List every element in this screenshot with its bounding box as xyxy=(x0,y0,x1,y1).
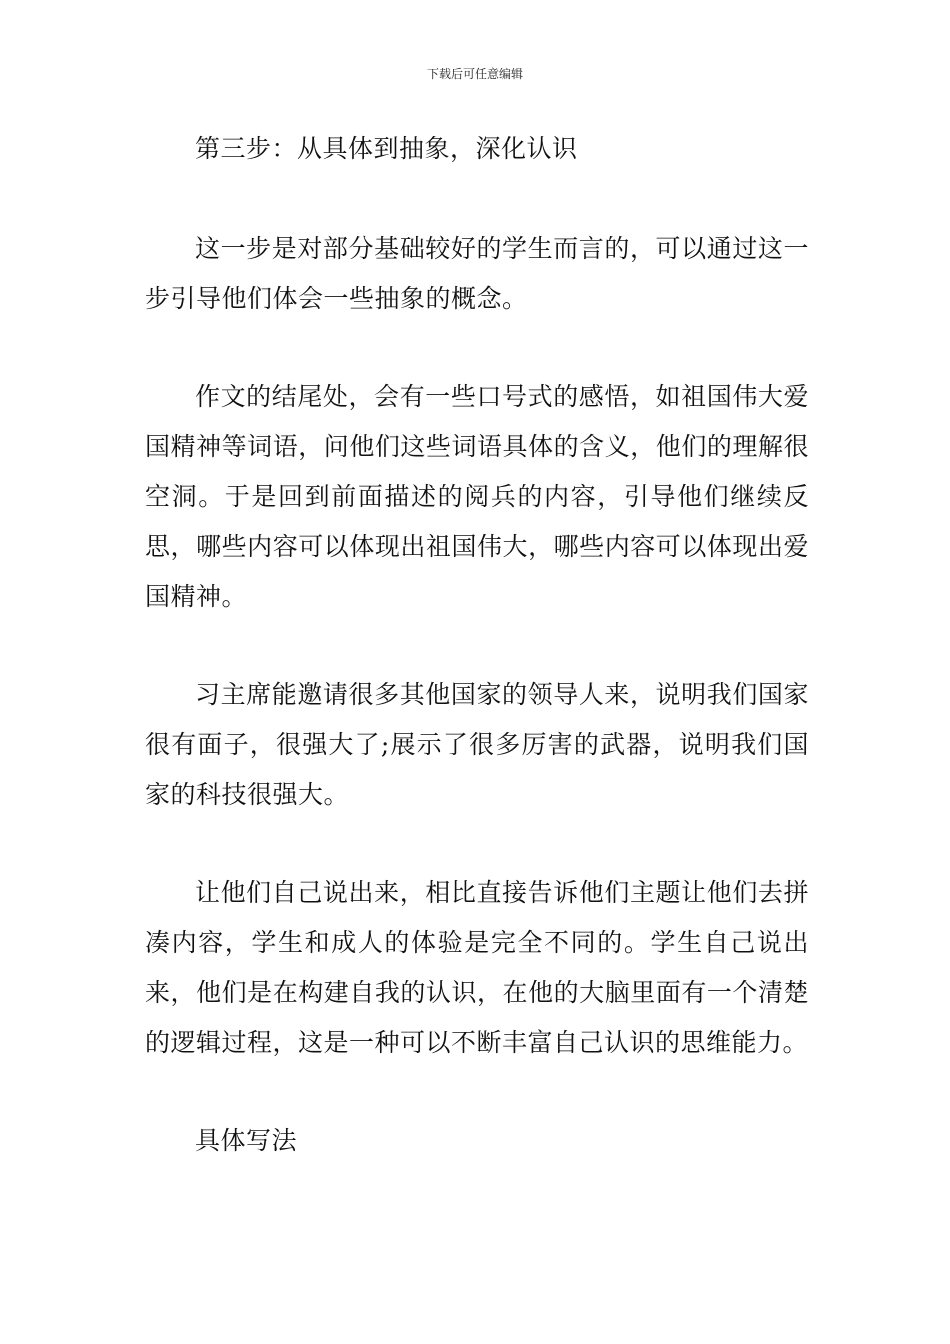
paragraph-self-expression: 让他们自己说出来，相比直接告诉他们主题让他们去拼凑内容，学生和成人的体验是完全不同的。学生自己说出来，他们是在构建自我的认识，在他的大脑里面有一个清楚的逻辑过程，这是一种可以不断丰富自己认识的思维能力。 xyxy=(145,878,809,1057)
page-header-note: 下载后可任意编辑 xyxy=(426,67,523,81)
paragraph-example: 习主席能邀请很多其他国家的领导人来，说明我们国家很有面子，很强大了;展示了很多厉害的武器，说明我们国家的科技很强大。 xyxy=(145,680,809,809)
paragraph-intro: 这一步是对部分基础较好的学生而言的，可以通过这一步引导他们体会一些抽象的概念。 xyxy=(145,234,809,313)
section-heading-specific-method: 具体写法 xyxy=(195,1126,298,1155)
paragraph-ending-reflection: 作文的结尾处，会有一些口号式的感悟，如祖国伟大爱国精神等词语，问他们这些词语具体的含义，他们的理解很空洞。于是回到前面描述的阅兵的内容，引导他们继续反思，哪些内容可以体现出祖国伟大，哪些内容可以体现出爱国精神。 xyxy=(145,382,809,611)
document-body xyxy=(145,124,809,1216)
section-heading-step-three: 第三步：从具体到抽象，深化认识 xyxy=(195,134,578,163)
